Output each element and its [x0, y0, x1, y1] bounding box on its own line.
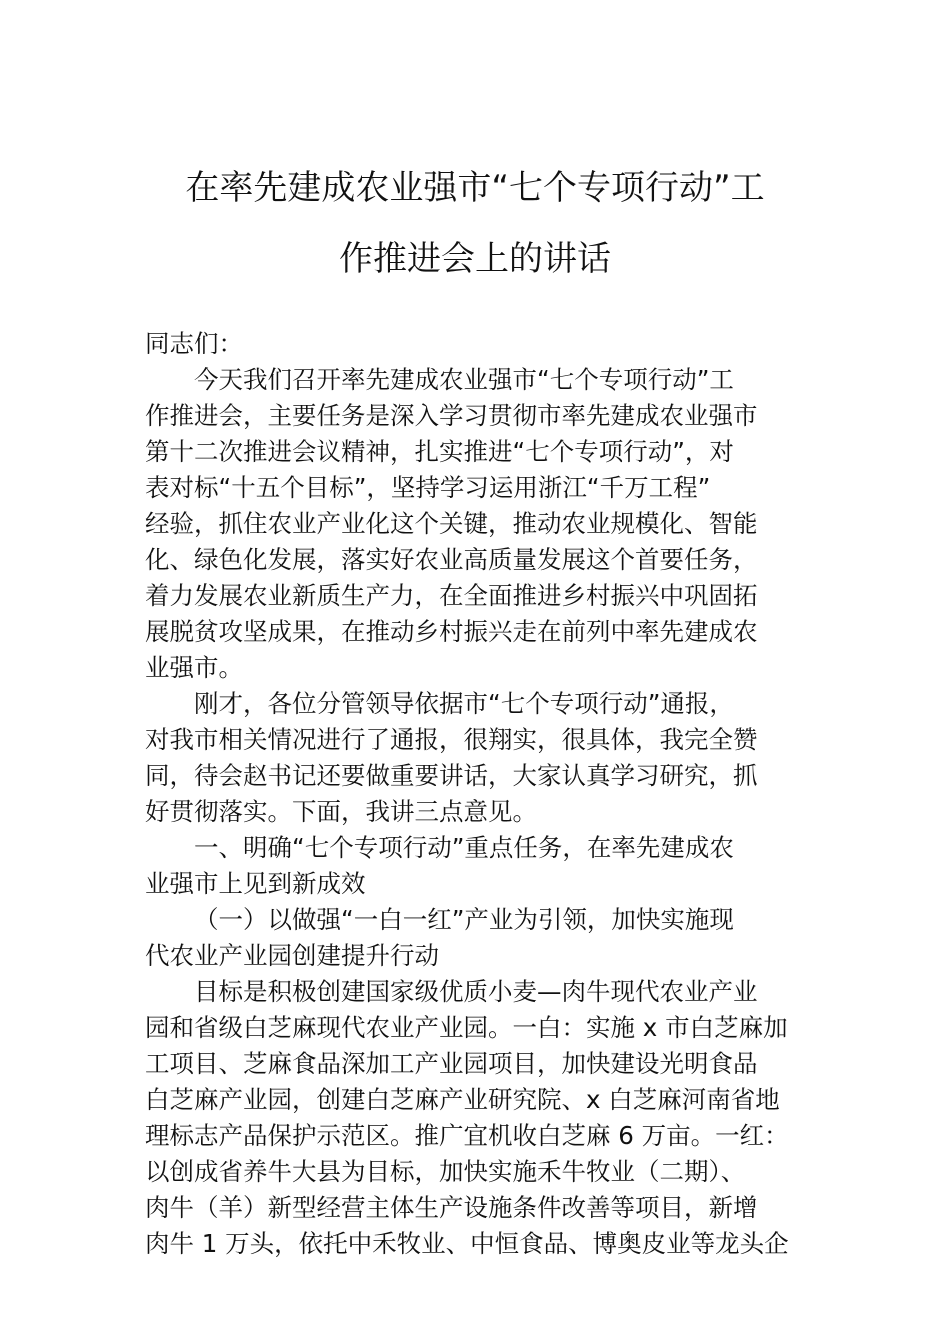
paragraph-1-line: 今天我们召开率先建成农业强市“七个专项行动”工	[194, 365, 734, 394]
paragraph-3-line: 工项目、芝麻食品深加工产业园项目，加快建设光明食品	[145, 1049, 758, 1078]
paragraph-3-line: 肉牛 1 万头，依托中禾牧业、中恒食品、博奥皮业等龙头企	[145, 1229, 789, 1258]
section-heading-line: 一、明确“七个专项行动”重点任务，在率先建成农	[194, 833, 734, 862]
document-title-line-1: 在率先建成农业强市“七个专项行动”工	[185, 168, 765, 208]
paragraph-3-line: 目标是积极创建国家级优质小麦—肉牛现代农业产业	[194, 977, 758, 1006]
paragraph-2-line: 刚才，各位分管领导依据市“七个专项行动”通报，	[194, 689, 734, 718]
paragraph-1-line: 作推进会，主要任务是深入学习贯彻市率先建成农业强市	[145, 401, 758, 430]
document-title-line-2: 作推进会上的讲话	[339, 239, 611, 279]
subsection-heading-line: （一）以做强“一白一红”产业为引领，加快实施现	[194, 905, 734, 934]
subsection-heading-line: 代农业产业园创建提升行动	[145, 941, 439, 970]
paragraph-3-line: 理标志产品保护示范区。推广宜机收白芝麻 6 万亩。一红：	[145, 1121, 789, 1150]
paragraph-1-line: 化、绿色化发展，落实好农业高质量发展这个首要任务，	[145, 545, 758, 574]
paragraph-3-line: 园和省级白芝麻现代农业产业园。一白：实施 x 市白芝麻加	[145, 1013, 788, 1042]
paragraph-1-line: 第十二次推进会议精神，扎实推进“七个专项行动”，对	[145, 437, 734, 466]
paragraph-2-line: 同，待会赵书记还要做重要讲话，大家认真学习研究，抓	[145, 761, 758, 790]
paragraph-2-line: 好贯彻落实。下面，我讲三点意见。	[145, 797, 537, 826]
paragraph-3-line: 肉牛（羊）新型经营主体生产设施条件改善等项目，新增	[145, 1193, 758, 1222]
paragraph-1-line: 表对标“十五个目标”，坚持学习运用浙江“千万工程”	[145, 473, 711, 502]
salutation: 同志们：	[145, 329, 243, 358]
paragraph-2-line: 对我市相关情况进行了通报，很翔实，很具体，我完全赞	[145, 725, 758, 754]
document-body	[145, 326, 810, 1262]
section-heading-line: 业强市上见到新成效	[145, 869, 366, 898]
paragraph-1-line: 经验，抓住农业产业化这个关键，推动农业规模化、智能	[145, 509, 758, 538]
paragraph-1-line: 展脱贫攻坚成果，在推动乡村振兴走在前列中率先建成农	[145, 617, 758, 646]
paragraph-3-line: 白芝麻产业园，创建白芝麻产业研究院、x 白芝麻河南省地	[145, 1085, 780, 1114]
paragraph-3-line: 以创成省养牛大县为目标，加快实施禾牛牧业（二期）、	[145, 1157, 746, 1186]
paragraph-1-line: 着力发展农业新质生产力，在全面推进乡村振兴中巩固拓	[145, 581, 758, 610]
paragraph-1-line: 业强市。	[145, 653, 243, 682]
